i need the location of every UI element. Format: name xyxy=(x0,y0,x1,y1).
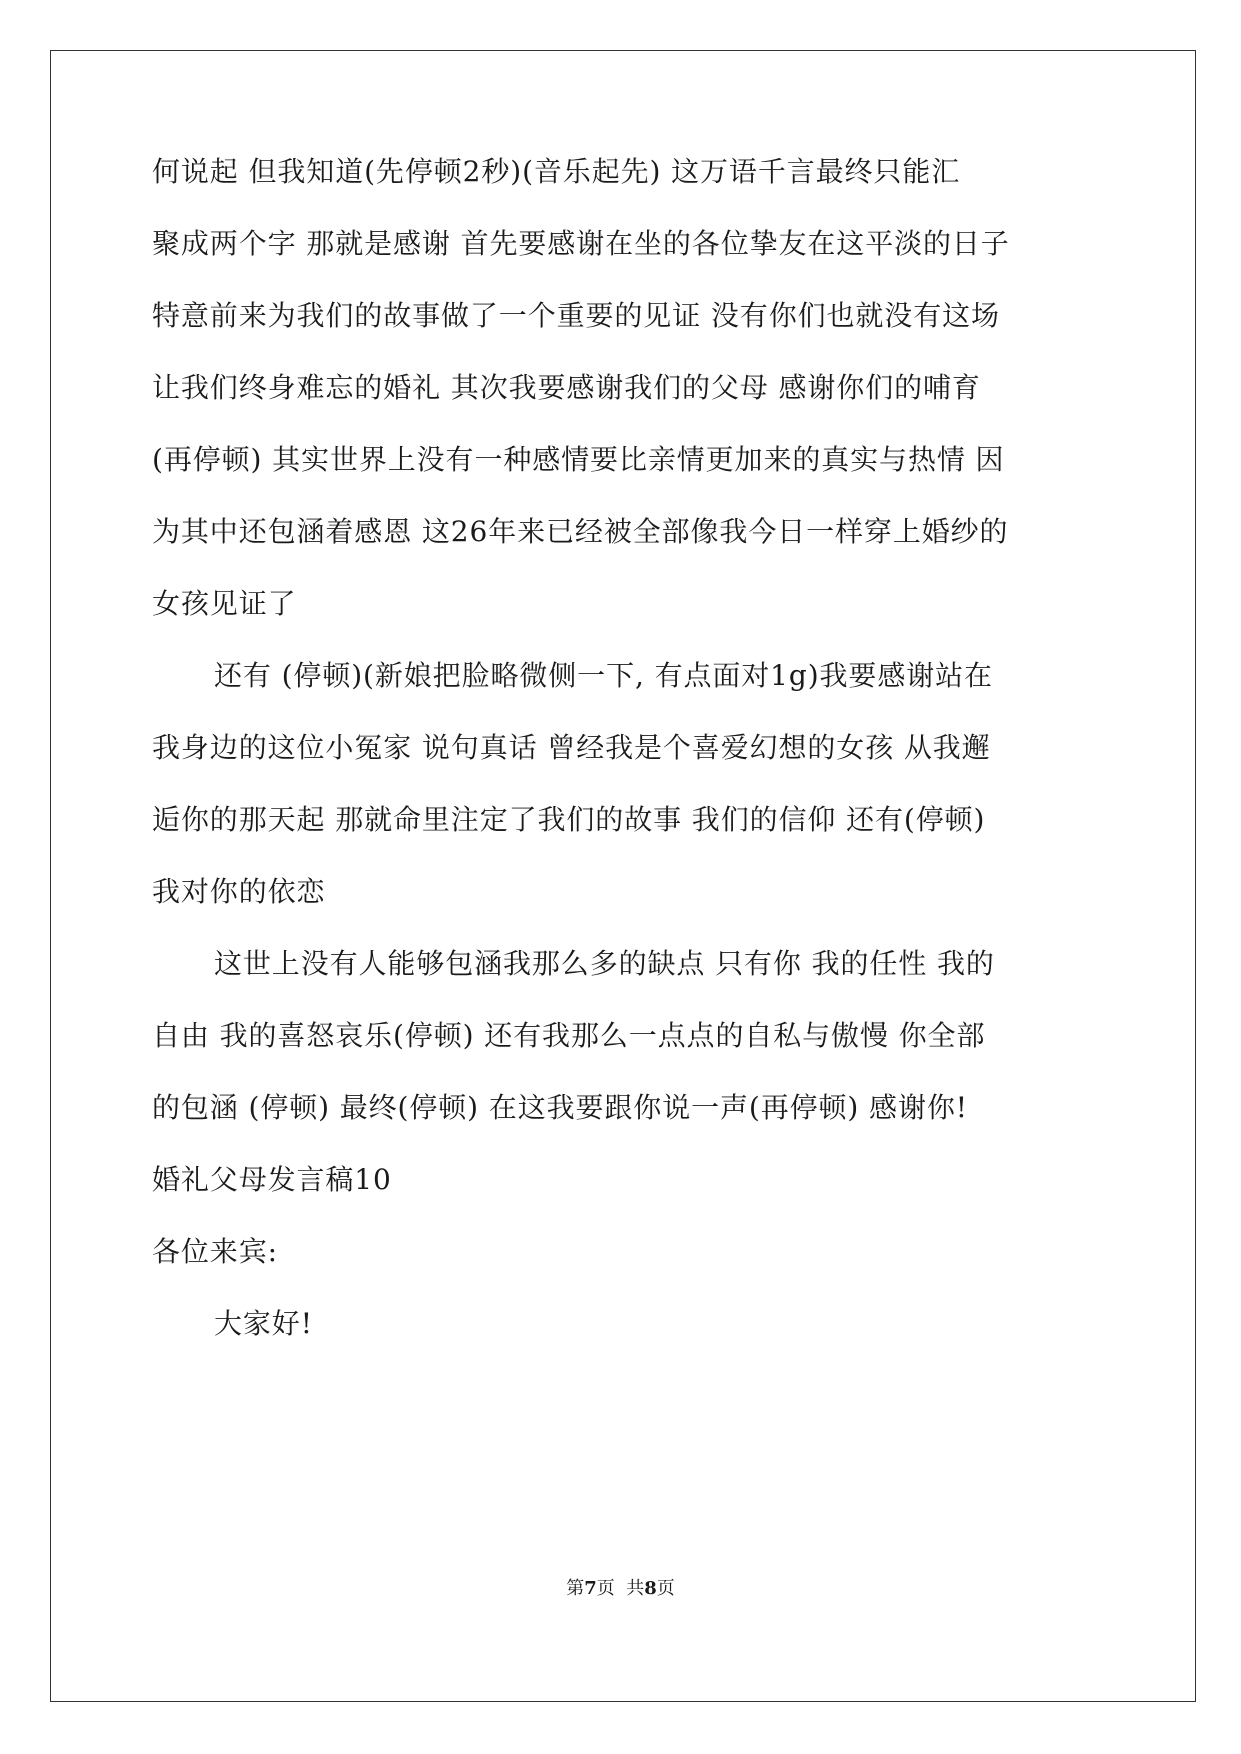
text-line: 我对你的依恋 xyxy=(152,875,326,908)
text-line: 为其中还包涵着感恩 这26年来已经被全部像我今日一样穿上婚纱的 xyxy=(152,515,1009,548)
current-page-number: 7 xyxy=(584,1578,597,1599)
text-line: 逅你的那天起 那就命里注定了我们的故事 我们的信仰 还有(停顿) xyxy=(152,803,986,836)
text-line: 这世上没有人能够包涵我那么多的缺点 只有你 我的任性 我的 xyxy=(214,947,995,980)
greeting: 大家好! xyxy=(214,1307,313,1340)
text-line: 聚成两个字 那就是感谢 首先要感谢在坐的各位挚友在这平淡的日子 xyxy=(152,227,1010,260)
text-line: 还有 (停顿)(新娘把脸略微侧一下, 有点面对1g)我要感谢站在 xyxy=(214,659,993,692)
total-pages-number: 8 xyxy=(644,1578,657,1599)
text-line: 自由 我的喜怒哀乐(停顿) 还有我那么一点点的自私与傲慢 你全部 xyxy=(152,1019,986,1052)
text-line: 特意前来为我们的故事做了一个重要的见证 没有你们也就没有这场 xyxy=(152,299,1000,332)
text-line: 何说起 但我知道(先停顿2秒)(音乐起先) 这万语千言最终只能汇 xyxy=(152,155,961,188)
footer-middle: 页 共 xyxy=(596,1578,645,1599)
text-line: 让我们终身难忘的婚礼 其次我要感谢我们的父母 感谢你们的哺育 xyxy=(152,371,981,404)
text-line: 我身边的这位小冤家 说句真话 曾经我是个喜爱幻想的女孩 从我邂 xyxy=(152,731,991,764)
section-heading: 婚礼父母发言稿10 xyxy=(152,1163,392,1196)
footer-suffix: 页 xyxy=(656,1578,675,1599)
text-line: 的包涵 (停顿) 最终(停顿) 在这我要跟你说一声(再停顿) 感谢你! xyxy=(152,1091,968,1124)
text-line: (再停顿) 其实世界上没有一种感情要比亲情更加来的真实与热情 因 xyxy=(152,443,1005,476)
footer-prefix: 第 xyxy=(566,1578,585,1599)
salutation: 各位来宾: xyxy=(152,1235,278,1268)
text-line: 女孩见证了 xyxy=(152,587,297,620)
page-footer xyxy=(0,1577,1241,1601)
